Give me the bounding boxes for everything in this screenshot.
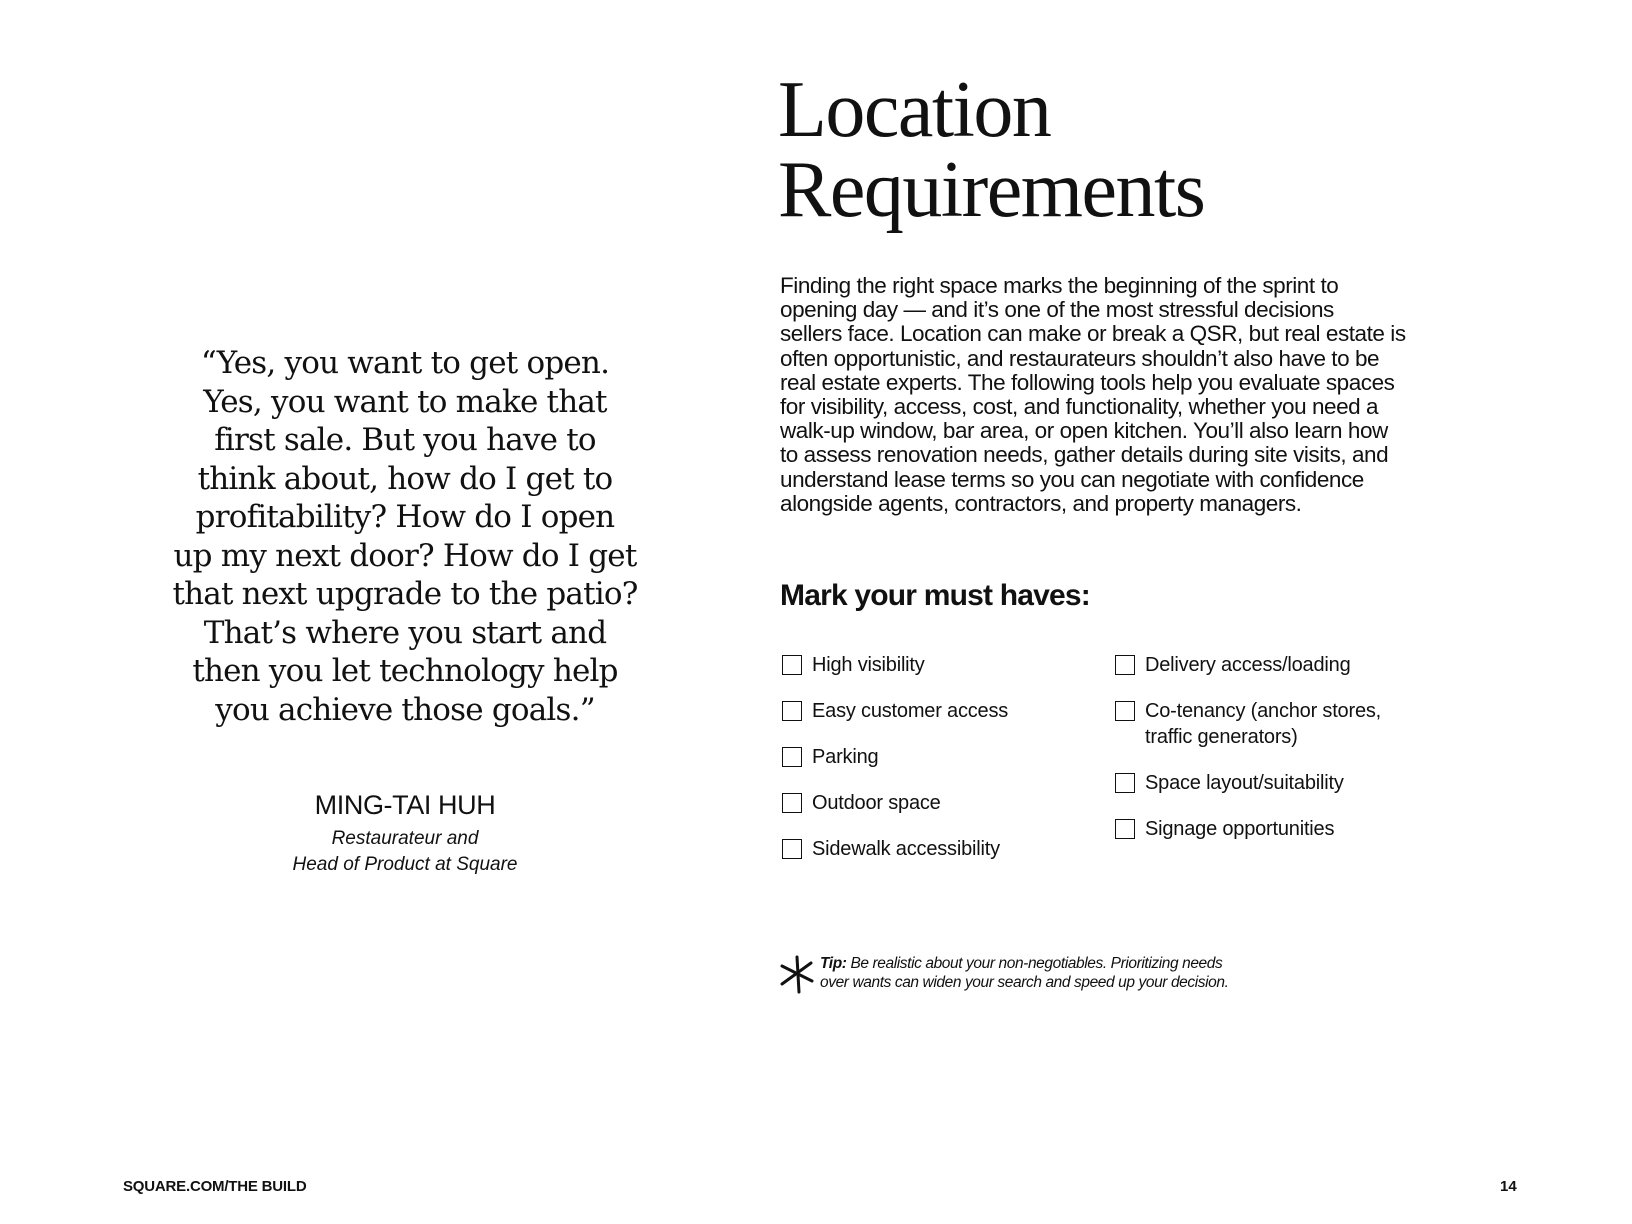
- author-role-line: Head of Product at Square: [292, 854, 518, 875]
- checklist-item-delivery-access[interactable]: [1115, 652, 1535, 678]
- checklist-item-label: [1145, 770, 1344, 796]
- tip-text: [820, 954, 1229, 992]
- checklist-item-easy-customer-access[interactable]: [782, 698, 1102, 724]
- checkbox[interactable]: [1115, 701, 1135, 721]
- quote-author-role: [170, 826, 640, 878]
- title-line: Requirements: [778, 146, 1205, 234]
- intro-line: Finding the right space marks the beginning of the sprint to: [780, 273, 1339, 298]
- label-line: Signage opportunities: [1145, 818, 1335, 840]
- quote-line: then you let technology help: [192, 653, 618, 689]
- checklist-item-parking[interactable]: [782, 744, 1102, 770]
- must-haves-column-1: [782, 652, 1102, 882]
- quote-line: think about, how do I get to: [197, 460, 613, 497]
- title-line: Location: [778, 66, 1051, 154]
- tip-label: Tip:: [820, 955, 847, 972]
- checklist-item-label: Outdoor space: [812, 792, 941, 814]
- intro-line: walk-up window, bar area, or open kitchen. You’ll also learn how: [780, 418, 1388, 444]
- checklist-item-label: [1145, 652, 1351, 678]
- checklist-item-label: [1145, 698, 1381, 750]
- checklist-item-co-tenancy[interactable]: [1115, 698, 1535, 750]
- intro-line: understand lease terms so you can negotiate with confidence: [780, 466, 1364, 492]
- checklist-item-label: Sidewalk accessibility: [812, 838, 1000, 860]
- footer-url: SQUARE.COM/THE BUILD: [123, 1178, 307, 1195]
- quote-line: “Yes, you want to get open.: [200, 345, 610, 381]
- quote-line: first sale. But you have to: [214, 422, 596, 458]
- checklist-item-space-layout[interactable]: [1115, 770, 1535, 796]
- intro-line: for visibility, access, cost, and functionality, whether you need a: [780, 394, 1379, 420]
- checkbox[interactable]: [782, 793, 802, 813]
- pull-quote: [170, 344, 640, 878]
- tip-callout: [778, 954, 1229, 994]
- quote-line: That’s where you start and: [203, 614, 607, 651]
- checkbox[interactable]: [782, 839, 802, 859]
- tip-line: [820, 954, 1229, 973]
- page-number: 14: [1500, 1178, 1517, 1195]
- intro-line: opening day — and it’s one of the most stressful decisions: [780, 297, 1334, 323]
- intro-paragraph: [780, 274, 1500, 516]
- quote-text: [170, 344, 640, 729]
- label-line: traffic generators): [1145, 726, 1298, 748]
- intro-line: to assess renovation needs, gather details during site visits, and: [780, 442, 1389, 468]
- checkbox[interactable]: [1115, 773, 1135, 793]
- quote-line: that next upgrade to the patio?: [172, 576, 638, 612]
- intro-line: sellers face. Location can make or break a QSR, but real estate is: [780, 321, 1406, 347]
- label-line: Co-tenancy (anchor stores,: [1145, 700, 1382, 722]
- checklist-item-label: Easy customer access: [812, 700, 1009, 722]
- checklist-item-label: Parking: [812, 746, 879, 768]
- checkbox[interactable]: [782, 747, 802, 767]
- page-title: [778, 66, 1205, 234]
- tip-line: over wants can widen your search and speed up your decision.: [820, 974, 1229, 991]
- quote-line: profitability? How do I open: [195, 499, 615, 535]
- checkbox[interactable]: [1115, 655, 1135, 675]
- label-line: Delivery access/loading: [1145, 654, 1351, 676]
- checklist-item-label: High visibility: [812, 654, 925, 676]
- author-role-line: Restaurateur and: [331, 828, 479, 849]
- tip-body: Be realistic about your non-negotiables. Prioritizing needs: [850, 955, 1223, 972]
- intro-line: alongside agents, contractors, and property managers.: [780, 490, 1302, 516]
- intro-line: often opportunistic, and restaurateurs shouldn’t also have to be: [780, 345, 1380, 371]
- asterisk-icon: [778, 954, 814, 994]
- checkbox[interactable]: [782, 655, 802, 675]
- quote-line: Yes, you want to make that: [203, 383, 607, 420]
- checklist-item-high-visibility[interactable]: [782, 652, 1102, 678]
- checkbox[interactable]: [782, 701, 802, 721]
- quote-author: MING-TAI HUH: [314, 790, 496, 820]
- intro-line: real estate experts. The following tools help you evaluate spaces: [780, 369, 1395, 395]
- checklist-item-signage[interactable]: [1115, 816, 1535, 842]
- checklist-item-sidewalk-accessibility[interactable]: [782, 836, 1102, 862]
- must-haves-column-2: [1115, 652, 1535, 862]
- must-haves-heading: Mark your must haves:: [780, 579, 1090, 612]
- checklist-item-outdoor-space[interactable]: [782, 790, 1102, 816]
- quote-line: up my next door? How do I get: [173, 537, 637, 574]
- quote-line: you achieve those goals.”: [215, 691, 595, 728]
- checklist-item-label: [1145, 816, 1334, 842]
- label-line: Space layout/suitability: [1145, 772, 1344, 794]
- checkbox[interactable]: [1115, 819, 1135, 839]
